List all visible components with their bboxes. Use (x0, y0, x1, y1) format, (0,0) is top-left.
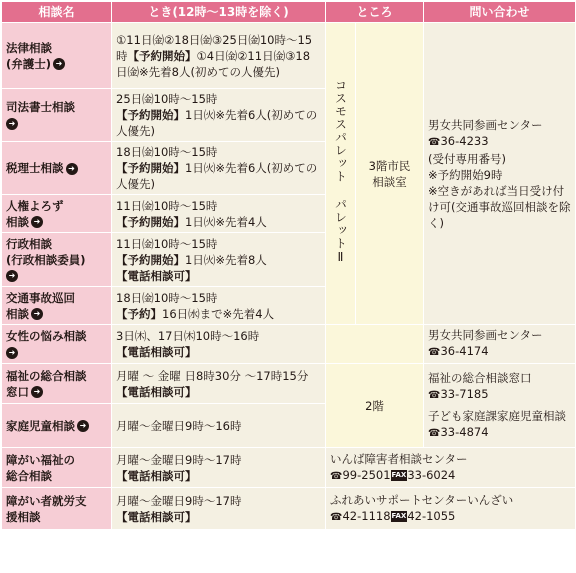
arrow-circle-icon: ➜ (31, 308, 43, 320)
time-cell (112, 404, 326, 448)
arrow-circle-icon: ➜ (31, 216, 43, 228)
time-text: ①11日㈮②18日㈮③25日㈮10時〜15時 (116, 32, 313, 63)
phone-ok-label: 【電話相談可】 (116, 468, 197, 483)
time-detail: 1日㈫※先着6人(初めての人優先) (116, 161, 318, 191)
contact-fureai-cell (326, 488, 576, 530)
contact-tel: 36-4174 (440, 344, 489, 358)
phone-ok-label: 【電話相談可】 (116, 384, 197, 399)
time-label: 【予約開始】 (116, 252, 185, 267)
time-text: 3日㈭、17日㈭10時〜16時 (116, 329, 260, 343)
consult-name: 法律相談 (弁護士) (6, 40, 52, 71)
header-place: ところ (326, 2, 424, 23)
time-text: 月曜 〜 金曜 日8時30分 〜17時15分 (116, 368, 309, 383)
consult-name: 税理士相談 (6, 161, 64, 175)
header-name: 相談名 (2, 2, 112, 23)
time-cell (112, 233, 326, 287)
time-cell (112, 23, 326, 89)
time-label: 【予約開始】 (116, 108, 185, 122)
contact-name: 男女共同参画センター (428, 117, 543, 132)
consult-name-cell (2, 23, 112, 89)
time-cell (112, 89, 326, 142)
consult-name-cell (2, 364, 112, 404)
time-detail: 1日㈫※先着8人 (185, 252, 267, 267)
contact-note: ※予約開始9時 (428, 167, 503, 182)
place-empty (326, 325, 424, 364)
consult-name: 福祉の総合相談 窓口 (6, 368, 87, 399)
time-cell (112, 364, 326, 404)
place-room: 3階市民 相談室 (368, 158, 411, 189)
table-row (2, 23, 576, 89)
table-row (2, 364, 576, 404)
time-cell (112, 488, 326, 530)
consult-name: 交通事故巡回 相談 (6, 290, 75, 321)
arrow-circle-icon: ➜ (77, 420, 89, 432)
time-label: 【予約開始】 (116, 214, 185, 229)
table-row (2, 325, 576, 364)
time-cell (112, 325, 326, 364)
contact-fax: 42-1055 (407, 508, 456, 523)
fax-icon: FAX (391, 511, 407, 520)
arrow-circle-icon: ➜ (6, 270, 18, 282)
consult-name: 人権よろず 相談 (6, 198, 64, 229)
place-floor2: 2階 (365, 398, 384, 413)
time-text: 18日㈮10時〜15時 (116, 145, 218, 159)
phone-icon: ☎ (330, 511, 343, 523)
time-text: 11日㈮10時〜15時 (116, 198, 218, 213)
contact-danjo-cell (424, 23, 576, 325)
consult-name: 障がい者就労支 援相談 (6, 493, 87, 524)
contact-note: ※空きがあれば当日受け付け可(交通事故巡回相談を除く) (428, 183, 571, 230)
phone-icon: ☎ (428, 136, 441, 148)
contact-josei-cell (424, 325, 576, 364)
header-row (2, 2, 576, 23)
consult-name-cell (2, 287, 112, 325)
consult-name-cell (2, 195, 112, 233)
consult-name: 家庭児童相談 (6, 418, 75, 433)
consult-name: 障がい福祉の 総合相談 (6, 452, 75, 483)
time-label: 【予約】 (116, 306, 162, 321)
time-detail: 16日㈬まで※先着4人 (162, 306, 275, 321)
contact-name: 男女共同参画センター (428, 328, 543, 342)
time-label: 【予約開始】 (127, 48, 197, 63)
phone-ok-label: 【電話相談可】 (116, 509, 197, 524)
consult-name: 女性の悩み相談 (6, 329, 87, 343)
contact-note: (受付専用番号) (428, 151, 506, 166)
contact-tel: 33-4874 (440, 424, 489, 439)
contact-inba-cell (326, 448, 576, 488)
place-building: コスモスパレット パレットⅡ (333, 78, 348, 265)
contact-name: 子ども家庭課家庭児童相談 (428, 408, 567, 423)
contact-name: ふれあいサポートセンターいんざい (330, 492, 514, 507)
time-cell (112, 195, 326, 233)
contact-tel: 99-2501 (342, 467, 391, 482)
time-text: 25日㈮10時〜15時 (116, 92, 218, 106)
phone-icon: ☎ (330, 470, 343, 482)
consult-name: 司法書士相談 (6, 100, 75, 114)
arrow-circle-icon: ➜ (53, 58, 65, 70)
place-building-cell (326, 23, 356, 325)
time-detail: 1日㈫※先着4人 (185, 214, 267, 229)
time-detail: 1日㈫※先着6人(初めての人優先) (116, 108, 318, 138)
time-cell (112, 142, 326, 195)
consult-name-cell (2, 404, 112, 448)
contact-fax: 33-6024 (407, 467, 456, 482)
arrow-circle-icon: ➜ (31, 386, 43, 398)
fax-icon: FAX (391, 470, 407, 479)
time-text: 月曜〜金曜日9時〜17時 (116, 493, 242, 508)
time-text: 18日㈮10時〜15時 (116, 290, 218, 305)
phone-ok-label: 【電話相談可】 (116, 345, 197, 359)
consult-name-cell (2, 233, 112, 287)
arrow-circle-icon: ➜ (6, 347, 18, 359)
contact-name: 福祉の総合相談窓口 (428, 370, 532, 385)
consultation-table (1, 1, 576, 530)
time-text: 月曜〜金曜日9時〜16時 (116, 418, 242, 433)
table-row (2, 488, 576, 530)
time-text: 11日㈮10時〜15時 (116, 236, 218, 251)
time-cell (112, 448, 326, 488)
contact-tel: 33-7185 (440, 386, 489, 401)
time-detail: ①4日㈮②11日㈮③18日㈮※先着8人(初めての人優先) (116, 48, 311, 79)
table-row (2, 448, 576, 488)
time-label: 【予約開始】 (116, 161, 185, 175)
contact-tel: 42-1118 (342, 508, 391, 523)
consult-name-cell (2, 448, 112, 488)
phone-icon: ☎ (428, 347, 441, 358)
time-cell (112, 287, 326, 325)
contact-name: いんば障害者相談センター (330, 451, 468, 466)
phone-icon: ☎ (428, 427, 441, 439)
header-time: とき(12時〜13時を除く) (112, 2, 326, 23)
consult-name-cell (2, 488, 112, 530)
consult-name: 行政相談 (行政相談委員) (6, 236, 86, 267)
place-room-cell (356, 23, 424, 325)
arrow-circle-icon: ➜ (66, 163, 78, 175)
contact-fukushi-cell (424, 364, 576, 448)
consult-name-cell (2, 142, 112, 195)
time-text: 月曜〜金曜日9時〜17時 (116, 452, 242, 467)
consult-name-cell (2, 325, 112, 364)
arrow-circle-icon: ➜ (6, 118, 18, 130)
consult-name-cell (2, 89, 112, 142)
place-floor2-cell (326, 364, 424, 448)
phone-ok-label: 【電話相談可】 (116, 268, 197, 283)
phone-icon: ☎ (428, 389, 441, 401)
contact-tel: 36-4233 (440, 133, 489, 148)
header-contact: 問い合わせ (424, 2, 576, 23)
